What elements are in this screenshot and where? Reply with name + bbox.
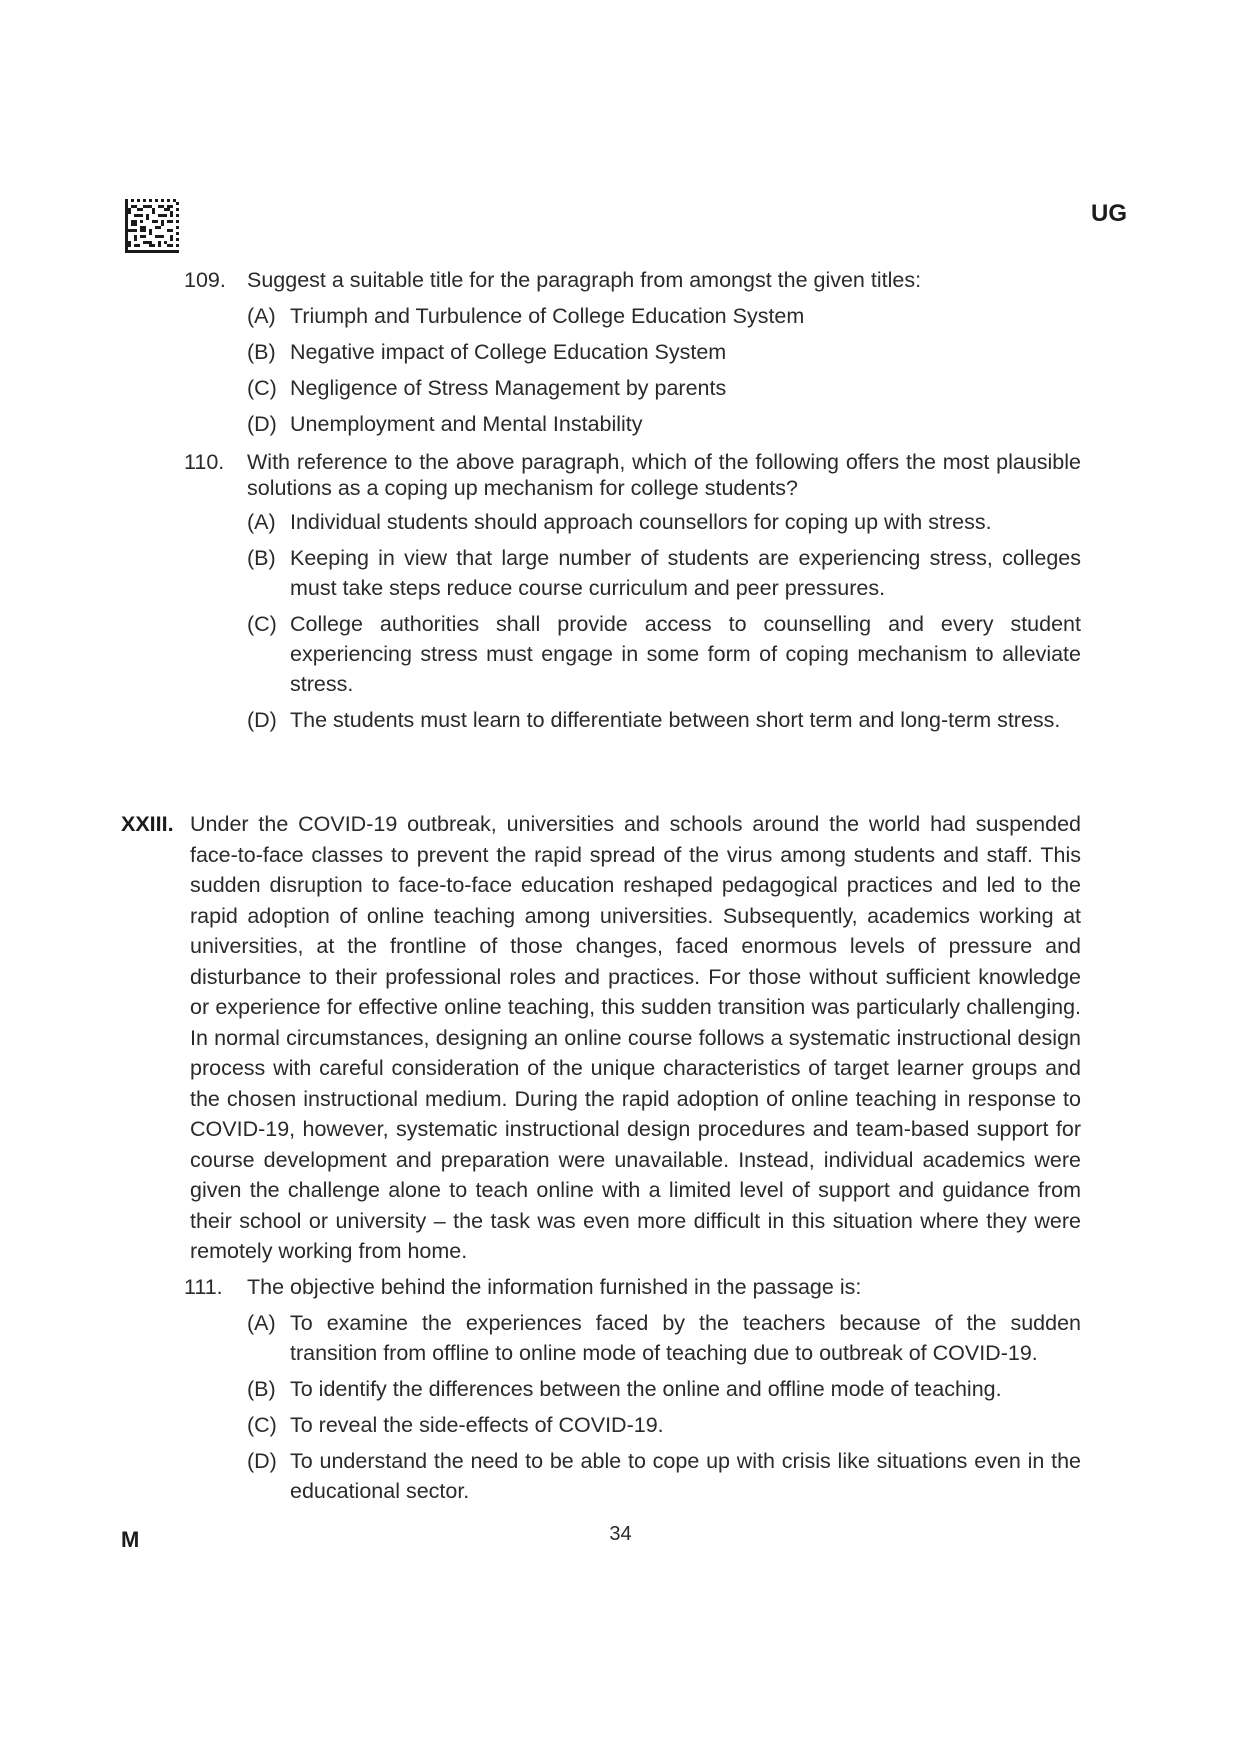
option-list — [184, 1308, 1081, 1506]
question-number: 110. — [184, 450, 225, 474]
option-letter: (A) — [247, 304, 276, 328]
question-number: 111. — [184, 1275, 223, 1299]
footer-series-letter: M — [121, 1527, 140, 1552]
option-c — [247, 609, 1081, 699]
passage — [121, 809, 1081, 1267]
option-text: Unemployment and Mental Instability — [290, 412, 643, 436]
option-letter: (C) — [247, 612, 277, 636]
page-number: 34 — [609, 1523, 632, 1545]
option-text: To examine the experiences faced by the teachers because of the sudden transition from offline to online mode of teaching due to outbreak of COVID-19. — [290, 1311, 1081, 1365]
option-text: To identify the differences between the online and offline mode of teaching. — [290, 1377, 1002, 1401]
option-letter: (C) — [247, 1413, 277, 1437]
barcode-icon — [125, 199, 179, 253]
option-text: The students must learn to differentiate between short term and long-term stress. — [290, 708, 1061, 732]
option-text: To reveal the side-effects of COVID-19. — [290, 1413, 664, 1437]
option-text: Negative impact of College Education System — [290, 340, 727, 364]
option-list — [184, 301, 1081, 439]
option-text: Triumph and Turbulence of College Education System — [290, 304, 805, 328]
question-110 — [184, 447, 1081, 735]
option-text: Individual students should approach counsellors for coping up with stress. — [290, 510, 992, 534]
passage-text: Under the COVID-19 outbreak, universities and schools around the world had suspended face-to-face classes to prevent the rapid spread of the virus among students and staff. This sudden disruption to face-to-face education reshaped pedagogical practices and led to the rapid adoption of online teaching among universities. Subsequently, academics working at universities, at the frontline of those changes, faced enormous levels of pressure and disturbance to their professional roles and practices. For those without sufficient knowledge or experience for effective online teaching, this sudden transition was particularly challenging. In normal circumstances, designing an online course follows a systematic instructional design process with careful consideration of the unique characteristics of target learner groups and the chosen instructional medium. During the rapid adoption of online teaching in response to COVID-19, however, systematic instructional design procedures and team-based support for course development and preparation were unavailable. Instead, individual academics were given the challenge alone to teach online with a limited level of support and guidance from their school or university – the task was even more difficult in this situation where they were remotely working from home. — [190, 812, 1081, 1263]
option-d — [247, 1446, 1081, 1506]
option-b — [247, 337, 1081, 367]
question-109 — [184, 265, 1081, 439]
option-text: Negligence of Stress Management by parents — [290, 376, 727, 400]
option-letter: (C) — [247, 376, 277, 400]
option-text: To understand the need to be able to cope up with crisis like situations even in the educational sector. — [290, 1449, 1081, 1503]
option-c — [247, 1410, 1081, 1440]
option-d — [247, 705, 1081, 735]
question-stem: Suggest a suitable title for the paragraph from amongst the given titles: — [247, 268, 922, 292]
option-b — [247, 1374, 1081, 1404]
option-b — [247, 543, 1081, 603]
option-text: Keeping in view that large number of students are experiencing stress, colleges must take steps reduce course curriculum and peer pressures. — [290, 546, 1081, 600]
option-a — [247, 301, 1081, 331]
option-letter: (B) — [247, 546, 276, 570]
option-letter: (D) — [247, 412, 277, 436]
option-d — [247, 409, 1081, 439]
option-text: College authorities shall provide access to counselling and every student experiencing stress must engage in some form of coping mechanism to alleviate stress. — [290, 612, 1081, 696]
option-c — [247, 373, 1081, 403]
question-stem: With reference to the above paragraph, which of the following offers the most plausible solutions as a coping up mechanism for college students? — [247, 450, 1081, 500]
option-a — [247, 1308, 1081, 1368]
option-letter: (A) — [247, 510, 276, 534]
paper-code: UG — [1091, 200, 1127, 227]
question-number: 109. — [184, 268, 226, 292]
option-letter: (A) — [247, 1311, 276, 1335]
option-list — [184, 507, 1081, 735]
option-a — [247, 507, 1081, 537]
option-letter: (D) — [247, 708, 277, 732]
option-letter: (D) — [247, 1449, 277, 1473]
passage-number: XXIII. — [121, 812, 174, 836]
option-letter: (B) — [247, 340, 276, 364]
option-letter: (B) — [247, 1377, 276, 1401]
question-stem: The objective behind the information furnished in the passage is: — [247, 1275, 862, 1299]
question-111 — [184, 1272, 1081, 1506]
